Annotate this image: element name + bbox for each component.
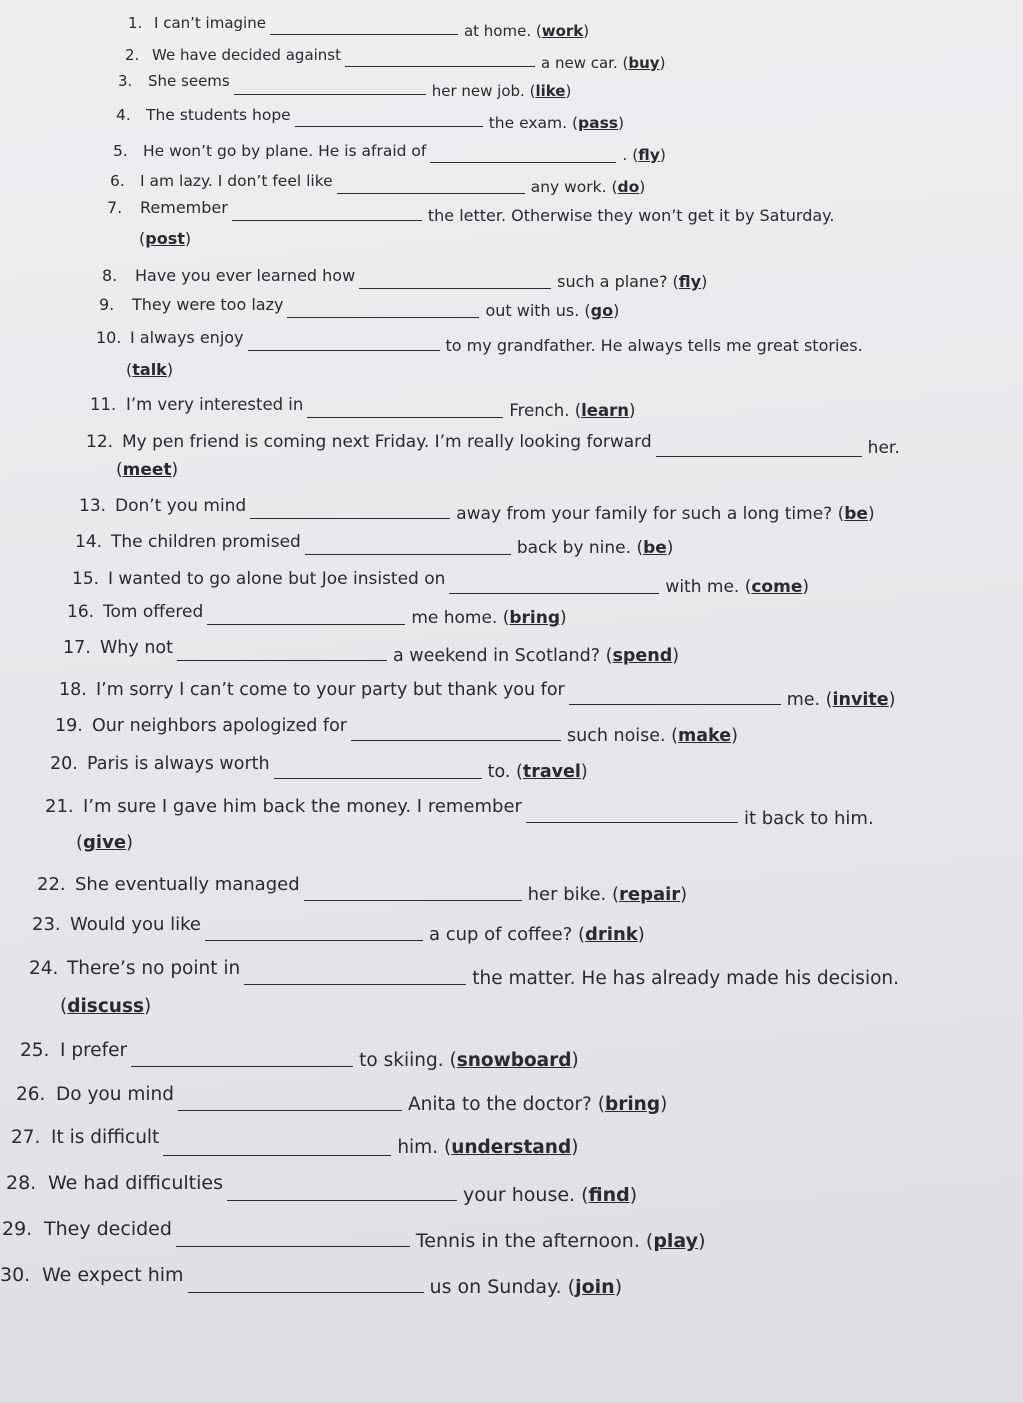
item-rest: her bike. (: [527, 884, 619, 905]
item-stem: We expect him: [42, 1264, 184, 1286]
exercise-item-24: [29, 958, 899, 989]
exercise-item-2: 2. We have decided against a new car. (buy): [125, 46, 666, 72]
item-number: 19.: [55, 716, 83, 736]
verb-hint: buy: [628, 54, 660, 72]
exercise-item-5: 5. He won’t go by plane. He is afraid of . (fly): [113, 142, 666, 164]
exercise-item-20: 20. Paris is always worth to. (travel): [50, 754, 588, 782]
verb-hint: give: [83, 832, 127, 853]
verb-hint: spend: [612, 646, 673, 666]
exercise-item-12: [86, 432, 900, 458]
verb-hint: bring: [604, 1094, 661, 1115]
exercise-item-29: 29. They decided Tennis in the afternoon. (play): [2, 1218, 706, 1252]
item-number: 10.: [96, 328, 122, 347]
item-rest: your house. (: [462, 1184, 589, 1206]
item-24-continuation: (discuss): [60, 996, 152, 1017]
item-rest: to skiing. (: [359, 1050, 457, 1071]
exercise-item-28: 28. We had difficulties your house. (find): [6, 1172, 638, 1206]
item-stem: Why not: [100, 638, 173, 658]
item-number: 8.: [102, 266, 118, 285]
item-number: 17.: [63, 638, 91, 658]
verb-hint: be: [844, 504, 868, 524]
exercise-item-16: 16. Tom offered me home. (bring): [67, 602, 567, 628]
answer-blank[interactable]: [304, 886, 522, 901]
item-stem: I always enjoy: [130, 328, 244, 347]
item-10-continuation: (talk): [126, 360, 174, 379]
item-21-continuation: (give): [76, 832, 134, 853]
verb-hint: post: [145, 229, 185, 248]
verb-hint: repair: [619, 884, 681, 905]
exercise-item-4: 4. The students hope the exam. (pass): [116, 106, 625, 132]
verb-hint: drink: [585, 924, 638, 945]
exercise-item-6: 6. I am lazy. I don’t feel like any work. (do): [110, 172, 646, 196]
item-number: 30.: [0, 1264, 31, 1286]
item-stem: Would you like: [70, 914, 201, 935]
item-number: 13.: [79, 496, 107, 516]
item-rest: away from your family for such a long time? (: [456, 504, 845, 524]
item-number: 3.: [118, 72, 133, 90]
verb-hint: pass: [578, 114, 619, 132]
verb-hint: snowboard: [456, 1050, 572, 1071]
verb-hint: play: [653, 1230, 699, 1252]
item-stem: My pen friend is coming next Friday. I’m really looking forward: [122, 432, 652, 452]
exercise-item-19: 19. Our neighbors apologized for such noise. (make): [55, 716, 738, 746]
exercise-item-14: 14. The children promised back by nine. (be): [75, 532, 674, 558]
item-stem: We have decided against: [152, 46, 342, 64]
item-number: 2.: [125, 46, 140, 64]
exercise-item-26: 26. Do you mind Anita to the doctor? (bring): [16, 1084, 668, 1115]
verb-hint: come: [751, 577, 803, 597]
item-number: 25.: [20, 1040, 50, 1061]
item-number: 21.: [45, 796, 74, 817]
item-rest: us on Sunday. (: [429, 1276, 576, 1298]
answer-blank[interactable]: [177, 646, 387, 661]
exercise-item-17: 17. Why not a weekend in Scotland? (spend): [63, 638, 680, 666]
answer-blank[interactable]: [449, 579, 659, 594]
verb-hint: go: [590, 301, 614, 320]
answer-blank[interactable]: [526, 808, 738, 823]
exercise-item-11: 11. I’m very interested in French. (learn): [90, 395, 636, 420]
answer-blank[interactable]: [656, 442, 862, 457]
item-rest: out with us. (: [485, 301, 591, 320]
exercise-item-30: 30. We expect him us on Sunday. (join): [0, 1264, 623, 1298]
verb-hint: make: [677, 726, 732, 746]
item-stem: Tom offered: [103, 602, 204, 622]
answer-blank[interactable]: [359, 274, 551, 289]
exercise-item-15: 15. I wanted to go alone but Joe insisted on with me. (come): [72, 569, 809, 597]
item-rest: any work. (: [530, 178, 618, 196]
exercise-item-27: 27. It is difficult him. (understand): [11, 1127, 579, 1158]
answer-blank[interactable]: [250, 504, 450, 519]
item-stem: They were too lazy: [132, 295, 284, 314]
item-rest: a new car. (: [541, 54, 629, 72]
item-rest: with me. (: [665, 577, 752, 597]
answer-blank[interactable]: [351, 726, 561, 741]
item-number: 20.: [50, 754, 78, 774]
exercise-item-25: 25. I prefer to skiing. (snowboard): [20, 1040, 579, 1071]
item-number: 5.: [113, 142, 128, 160]
item-number: 23.: [32, 914, 61, 935]
item-stem: I prefer: [60, 1040, 128, 1061]
item-number: 11.: [90, 395, 117, 414]
item-number: 12.: [86, 432, 114, 452]
item-rest: at home. (: [463, 22, 542, 40]
item-number: 14.: [75, 532, 103, 552]
answer-blank[interactable]: [232, 206, 422, 221]
item-number: 7.: [107, 198, 123, 217]
item-rest: to. (: [487, 762, 523, 782]
item-stem: They decided: [44, 1218, 172, 1240]
item-rest: . (: [622, 146, 639, 164]
item-number: 27.: [11, 1127, 41, 1148]
exercise-item-21: [45, 796, 874, 829]
answer-blank[interactable]: [131, 1052, 353, 1067]
item-stem: I’m very interested in: [126, 395, 304, 414]
verb-hint: fly: [678, 272, 702, 291]
item-number: 29.: [2, 1218, 33, 1240]
item-rest: her new job. (: [431, 82, 536, 100]
item-stem: He won’t go by plane. He is afraid of: [143, 142, 427, 160]
verb-hint: bring: [509, 608, 561, 628]
verb-hint: understand: [451, 1137, 572, 1158]
exercise-item-8: 8. Have you ever learned how such a plane? (fly): [102, 266, 708, 291]
verb-hint: talk: [132, 360, 167, 379]
answer-blank[interactable]: [569, 690, 781, 705]
verb-hint: work: [541, 22, 584, 40]
exercise-item-7: [107, 198, 834, 225]
item-12-continuation: (meet): [116, 460, 179, 480]
item-stem: The children promised: [111, 532, 301, 552]
item-number: 22.: [37, 874, 66, 895]
answer-blank[interactable]: [337, 179, 525, 194]
item-stem: There’s no point in: [67, 958, 241, 979]
answer-blank[interactable]: [307, 403, 503, 418]
verb-hint: join: [575, 1276, 615, 1298]
item-stem: Paris is always worth: [87, 754, 270, 774]
item-stem: I wanted to go alone but Joe insisted on: [108, 569, 446, 589]
item-rest: Anita to the doctor? (: [407, 1094, 605, 1115]
item-stem: I’m sorry I can’t come to your party but thank you for: [96, 680, 565, 700]
item-stem: Have you ever learned how: [135, 266, 356, 285]
exercise-item-22: 22. She eventually managed her bike. (repair): [37, 874, 688, 905]
item-number: 4.: [116, 106, 131, 124]
item-number: 1.: [128, 14, 143, 32]
exercise-item-18: 18. I’m sorry I can’t come to your party but thank you for me. (invite): [59, 680, 896, 710]
item-stem: Remember: [140, 198, 228, 217]
item-stem: Our neighbors apologized for: [92, 716, 347, 736]
item-stem: Don’t you mind: [115, 496, 247, 516]
exercise-item-3: 3. She seems her new job. (like): [118, 72, 572, 100]
answer-blank[interactable]: [188, 1278, 424, 1293]
item-rest: to my grandfather. He always tells me great stories.: [445, 336, 863, 355]
verb-hint: discuss: [67, 996, 144, 1017]
verb-hint: be: [643, 538, 667, 558]
item-number: 18.: [59, 680, 87, 700]
answer-blank[interactable]: [270, 20, 458, 35]
exercise-item-9: 9. They were too lazy out with us. (go): [99, 295, 620, 320]
item-rest: him. (: [397, 1137, 452, 1158]
item-number: 16.: [67, 602, 95, 622]
verb-hint: learn: [581, 401, 630, 420]
answer-blank[interactable]: [274, 764, 482, 779]
answer-blank[interactable]: [305, 540, 511, 555]
answer-blank[interactable]: [176, 1232, 410, 1247]
item-stem: It is difficult: [51, 1127, 160, 1148]
answer-blank[interactable]: [234, 80, 426, 95]
item-rest: me. (: [786, 690, 833, 710]
item-stem: Do you mind: [56, 1084, 174, 1105]
answer-blank[interactable]: [287, 303, 479, 318]
item-rest: the letter. Otherwise they won’t get it by Saturday.: [427, 206, 835, 225]
item-stem: She eventually managed: [75, 874, 300, 895]
verb-hint: meet: [122, 460, 172, 480]
verb-hint: travel: [522, 762, 581, 782]
item-rest: a cup of coffee? (: [428, 924, 586, 945]
answer-blank[interactable]: [295, 112, 483, 127]
item-number: 6.: [110, 172, 125, 190]
verb-hint: invite: [832, 690, 889, 710]
exercise-item-1: 1. I can’t imagine at home. (work): [128, 14, 590, 40]
item-rest: French. (: [509, 401, 582, 420]
exercise-item-10: [96, 328, 863, 355]
item-rest: a weekend in Scotland? (: [392, 646, 613, 666]
item-rest: such noise. (: [567, 726, 678, 746]
answer-blank[interactable]: [345, 52, 535, 67]
item-rest: me home. (: [411, 608, 510, 628]
answer-blank[interactable]: [430, 148, 616, 163]
verb-hint: like: [535, 82, 566, 100]
answer-blank[interactable]: [163, 1141, 391, 1156]
verb-hint: find: [588, 1184, 630, 1206]
answer-blank[interactable]: [248, 336, 440, 351]
item-number: 24.: [29, 958, 59, 979]
exercise-item-23: 23. Would you like a cup of coffee? (drink): [32, 914, 645, 945]
item-rest: such a plane? (: [557, 272, 679, 291]
answer-blank[interactable]: [205, 926, 423, 941]
item-number: 28.: [6, 1172, 37, 1194]
item-rest: the exam. (: [488, 114, 579, 132]
item-stem: We had difficulties: [48, 1172, 223, 1194]
item-stem: I am lazy. I don’t feel like: [140, 172, 333, 190]
item-number: 9.: [99, 295, 115, 314]
item-rest: the matter. He has already made his decision.: [472, 968, 900, 989]
answer-blank[interactable]: [227, 1186, 457, 1201]
item-rest: Tennis in the afternoon. (: [415, 1230, 654, 1252]
item-stem: I’m sure I gave him back the money. I remember: [83, 796, 522, 817]
answer-blank[interactable]: [178, 1096, 402, 1111]
item-rest: back by nine. (: [516, 538, 644, 558]
verb-hint: fly: [638, 146, 660, 164]
exercise-item-13: 13. Don’t you mind away from your family for such a long time? (be): [79, 496, 875, 524]
item-stem: The students hope: [146, 106, 291, 124]
verb-hint: do: [617, 178, 640, 196]
item-number: 15.: [72, 569, 100, 589]
item-stem: I can’t imagine: [154, 14, 266, 32]
answer-blank[interactable]: [207, 610, 405, 625]
item-number: 26.: [16, 1084, 46, 1105]
item-7-continuation: (post): [139, 229, 192, 248]
answer-blank[interactable]: [244, 970, 466, 985]
item-stem: She seems: [148, 72, 230, 90]
item-rest: it back to him.: [743, 808, 874, 829]
item-rest: her.: [867, 438, 900, 458]
